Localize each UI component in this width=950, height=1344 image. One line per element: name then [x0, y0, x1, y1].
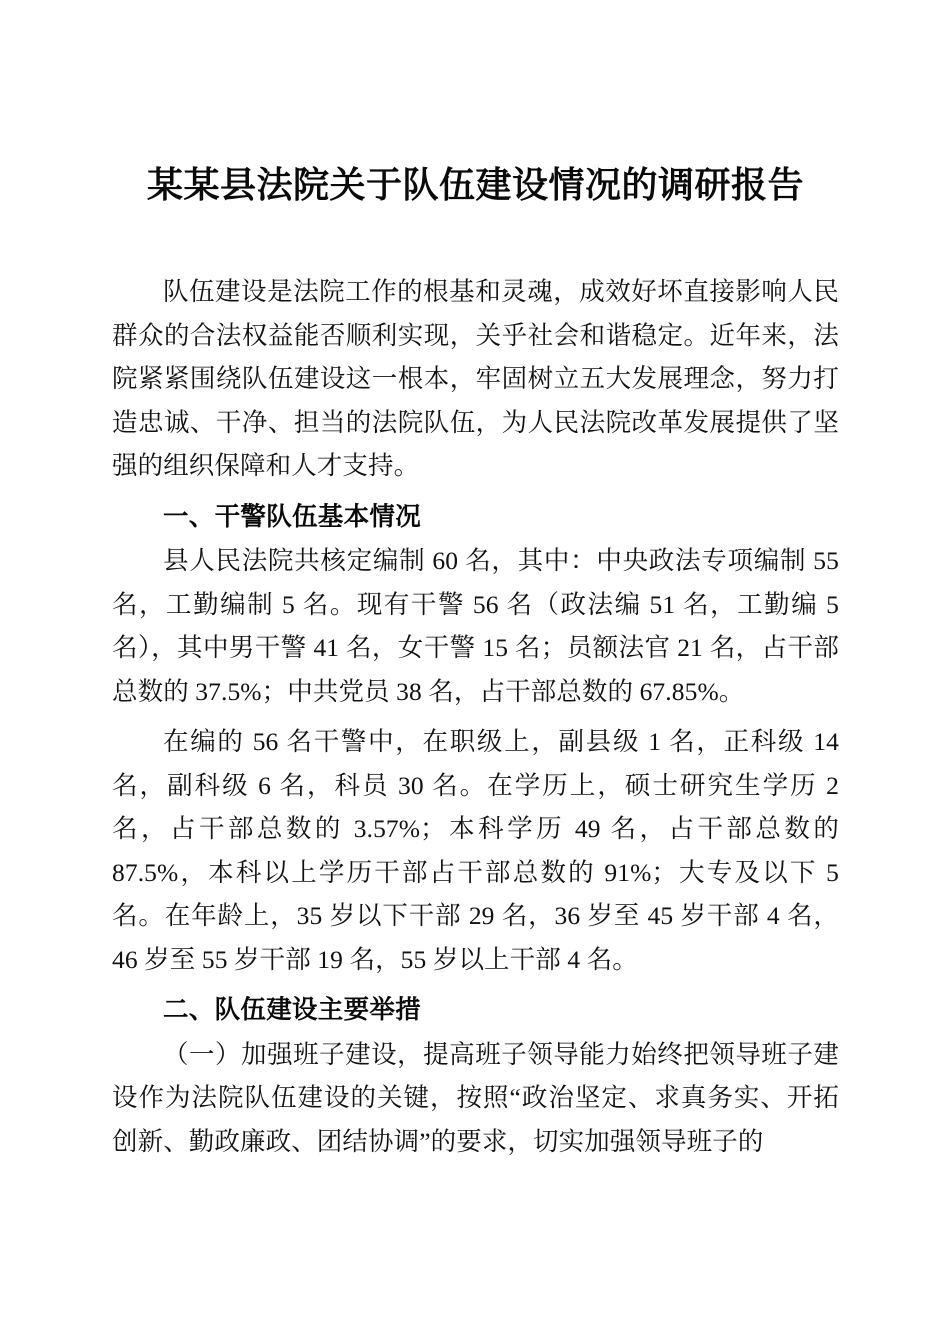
staffing-establishment-paragraph: 县人民法院共核定编制 60 名，其中：中央政法专项编制 55 名，工勤编制 5 名。现有干警 56 名（政法编 51 名，工勤编 5 名），其中男干警 41 名，女干警 15 名；员额法官 21 名，占干部总数的 37.5%；中共党员 38 名，占干部总数的 67.85%。: [112, 546, 839, 706]
section-heading-one: 一、干警队伍基本情况: [163, 502, 422, 531]
measure-one-paragraph: （一）加强班子建设，提高班子领导能力始终把领导班子建设作为法院队伍建设的关键，按照“政治坚定、求真务实、开拓创新、勤政廉政、团结协调”的要求，切实加强领导班子的: [112, 1039, 839, 1156]
document-title: 某某县法院关于队伍建设情况的调研报告: [146, 165, 804, 205]
rank-education-age-paragraph: 在编的 56 名干警中，在职级上，副县级 1 名，正科级 14 名，副科级 6 名，科员 30 名。在学历上，硕士研究生学历 2 名，占干部总数的 3.57%；本科学历 49 名，占干部总数的 87.5%，本科以上学历干部占干部总数的 91%；大专及以下 5 名。在年龄上，35 岁以下干部 29 名，36 岁至 45 岁干部 4 名，46 岁至 55 岁干部 19 名，55 岁以上干部 4 名。: [112, 727, 839, 974]
intro-paragraph: 队伍建设是法院工作的根基和灵魂，成效好坏直接影响人民群众的合法权益能否顺利实现，关乎社会和谐稳定。近年来，法院紧紧围绕队伍建设这一根本，牢固树立五大发展理念，努力打造忠诚、干净、担当的法院队伍，为人民法院改革发展提供了坚强的组织保障和人才支持。: [112, 277, 839, 480]
section-heading-two: 二、队伍建设主要举措: [163, 996, 422, 1024]
page-content: [112, 0, 839, 1163]
